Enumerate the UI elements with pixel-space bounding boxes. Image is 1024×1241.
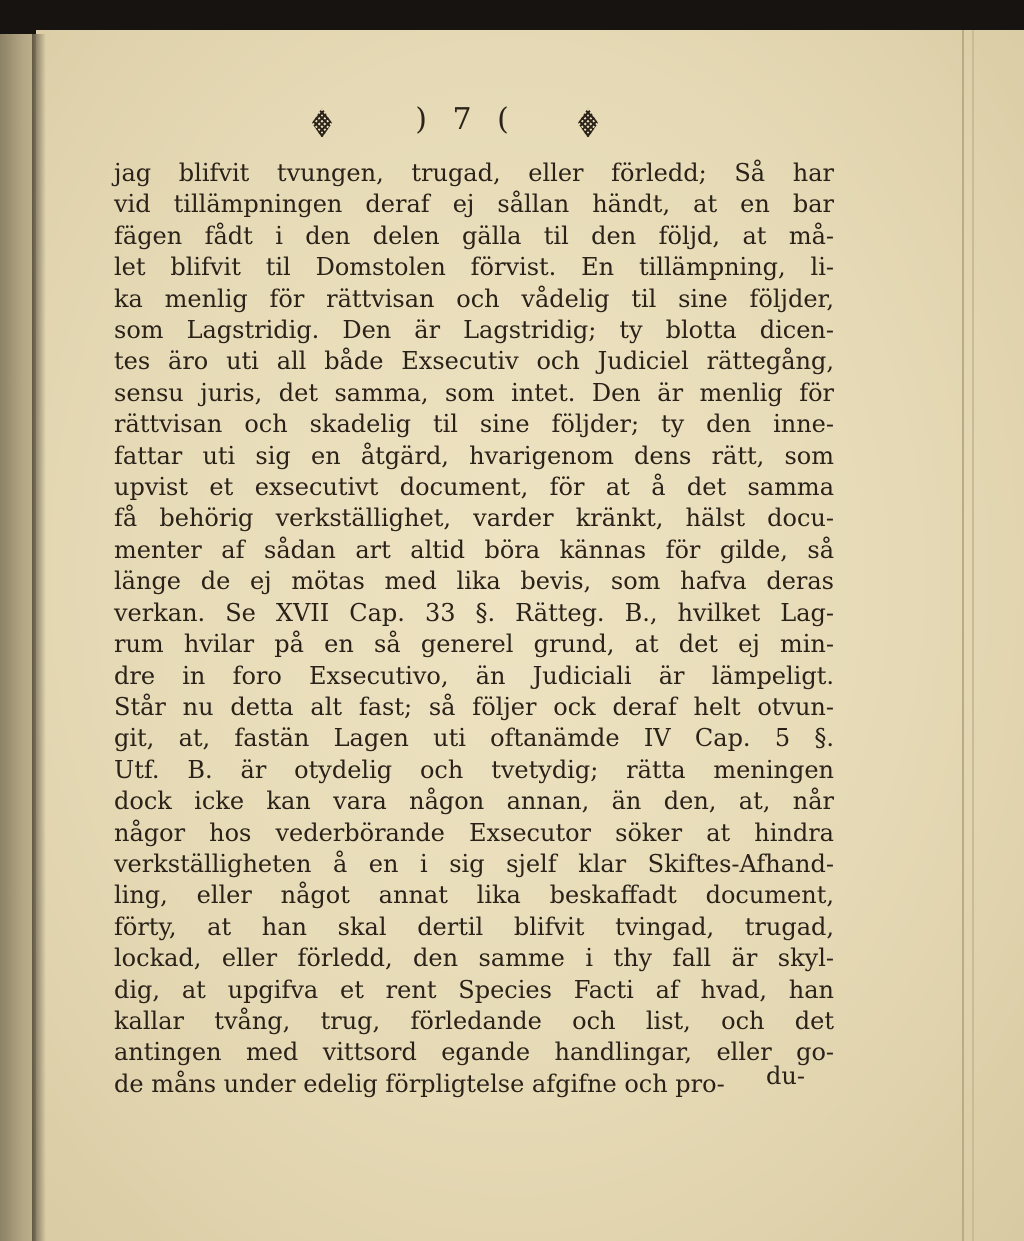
text-line: ling, eller något annat lika beskaffadt document, (114, 881, 834, 910)
flower-ornament-icon (578, 108, 598, 138)
spine-shadow (32, 34, 46, 1241)
text-line: Utf. B. är otydelig och tvetydig; rätta meningen (114, 755, 834, 784)
text-line: rättvisan och skadelig til sine följder; ty den inne- (114, 410, 834, 439)
page-header (300, 102, 620, 148)
text-line: lockad, eller förledd, den samme i thy fall är skyl- (114, 944, 834, 973)
text-line: förty, at han skal dertil blifvit tvingad, trugad, (114, 912, 834, 941)
text-line: länge de ej mötas med lika bevis, som hafva deras (114, 567, 834, 596)
text-line: som Lagstridig. Den är Lagstridig; ty blotta dicen- (114, 316, 834, 345)
text-line: dock icke kan vara någon annan, än den, at, når (114, 787, 834, 816)
body-text (114, 158, 834, 1100)
text-line: jag blifvit tvungen, trugad, eller förledd; Så har (114, 159, 834, 187)
text-line: let blifvit til Domstolen förvist. En tillämpning, li- (114, 253, 834, 282)
text-line: rum hvilar på en så generel grund, at det ej min- (114, 630, 834, 659)
text-line: antingen med vittsord egande handlingar, eller go- (114, 1038, 834, 1067)
page-edge-line (962, 30, 964, 1241)
text-line: upvist et exsecutivt document, för at å det samma (114, 473, 834, 502)
text-line: verkan. Se XVII Cap. 33 §. Rätteg. B., hvilket Lag- (114, 598, 834, 627)
text-line: tes äro uti all både Exsecutiv och Judiciel rättegång, (114, 347, 834, 376)
text-line: de måns under edelig förpligtelse afgifne och pro- (114, 1069, 725, 1098)
text-line: ka menlig för rättvisan och vådelig til sine följder, (114, 284, 834, 313)
text-line: sensu juris, det samma, som intet. Den är menlig för (114, 378, 834, 407)
page-edge-line (972, 30, 974, 1241)
text-line: kallar tvång, trug, förledande och list, och det (114, 1006, 834, 1035)
text-line: dre in foro Exsecutivo, än Judiciali är lämpeligt. (114, 661, 834, 690)
text-line: någor hos vederbörande Exsecutor söker at hindra (114, 818, 834, 847)
text-line: dig, at upgifva et rent Species Facti af hvad, han (114, 975, 834, 1004)
text-line: verkställigheten å en i sig sjelf klar Skiftes-Afhand- (114, 849, 834, 878)
text-line: fattar uti sig en åtgärd, hvarigenom dens rätt, som (114, 441, 834, 470)
page-number: ) 7 ( (415, 102, 517, 137)
text-line: få behörig verkställighet, varder kränkt, hälst docu- (114, 504, 834, 533)
text-line: fägen fådt i den delen gälla til den följd, at må- (114, 221, 834, 250)
flower-ornament-icon (312, 108, 332, 138)
text-line: Står nu detta alt fast; så följer ock deraf helt otvun- (114, 692, 834, 721)
text-line: git, at, fastän Lagen uti oftanämde IV Cap. 5 §. (114, 724, 834, 753)
text-line: menter af sådan art altid böra kännas för gilde, så (114, 535, 834, 564)
text-line: vid tillämpningen deraf ej sållan händt, at en bar (114, 190, 834, 219)
catchword: du- (766, 1062, 805, 1090)
